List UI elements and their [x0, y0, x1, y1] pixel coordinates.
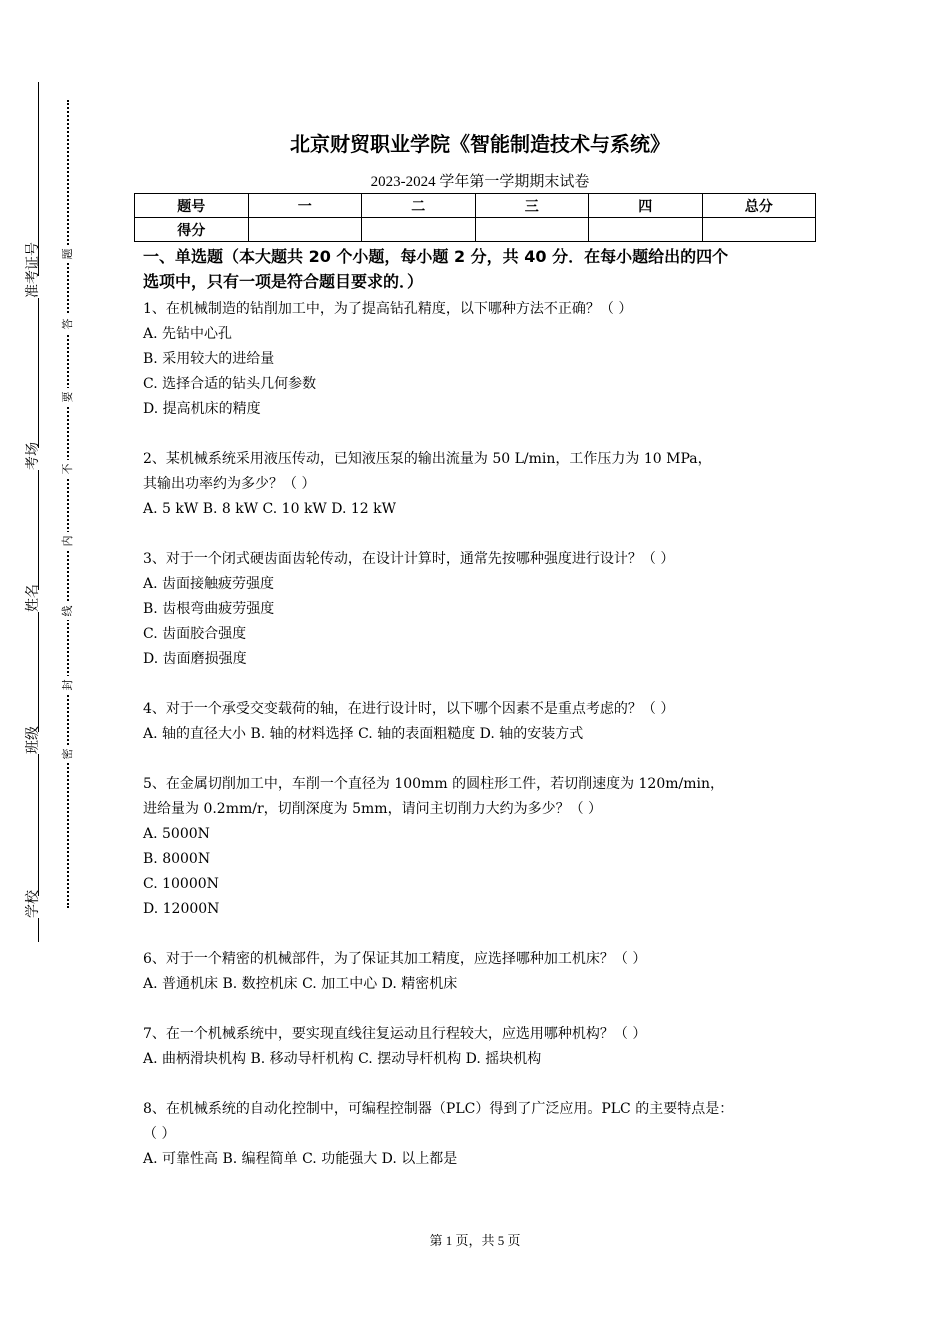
seal-char: 题 — [59, 245, 77, 263]
question-stem: 8、在机械系统的自动化控制中，可编程控制器（PLC）得到了广泛应用。PLC 的主要特点是： — [143, 1101, 734, 1117]
question-stem: 其输出功率约为多少？（ ） — [143, 476, 316, 492]
page-footer: 第 1 页，共 5 页 — [429, 1233, 521, 1248]
seal-char: 密 — [59, 745, 77, 763]
section-heading-line: 一、单选题（本大题共 20 个小题，每小题 2 分，共 40 分．在每小题给出的四个 — [143, 247, 729, 266]
question-option: B. 8000N — [143, 851, 211, 867]
question-4 — [143, 697, 823, 747]
question-options: A. 轴的直径大小 B. 轴的材料选择 C. 轴的表面粗糙度 D. 轴的安装方式 — [143, 726, 584, 742]
seal-char: 线 — [59, 602, 77, 620]
score-table-score-row — [135, 218, 816, 242]
seal-char: 封 — [59, 676, 77, 694]
seal-char: 要 — [59, 388, 77, 406]
field-label-name: 姓名 — [22, 590, 44, 612]
exam-subtitle: 2023-2024 学年第一学期期末试卷 — [370, 174, 590, 190]
question-8 — [143, 1097, 823, 1172]
question-stem: 2、某机械系统采用液压传动，已知液压泵的输出流量为 50 L/min，工作压力为 10 MPa， — [143, 451, 712, 467]
question-stem: 1、在机械制造的钻削加工中，为了提高钻孔精度，以下哪种方法不正确？（ ） — [143, 301, 633, 317]
question-stem: 4、对于一个承受交变载荷的轴，在进行设计时，以下哪个因素不是重点考虑的？（ ） — [143, 701, 675, 717]
score-table — [134, 193, 816, 242]
seal-char: 答 — [59, 315, 77, 333]
score-input-cell[interactable] — [362, 218, 476, 242]
score-table-header-row — [135, 194, 816, 218]
exam-content — [143, 244, 823, 1197]
question-stem: （ ） — [143, 1126, 176, 1142]
question-7 — [143, 1022, 823, 1072]
question-option: A. 齿面接触疲劳强度 — [143, 576, 275, 592]
binding-margin — [0, 0, 110, 1344]
score-header-cell: 总分 — [702, 194, 816, 218]
score-header-cell: 一 — [248, 194, 362, 218]
binding-solid-line — [38, 82, 39, 942]
question-option: B. 采用较大的进给量 — [143, 351, 275, 367]
question-stem: 5、在金属切削加工中，车削一个直径为 100mm 的圆柱形工件，若切削速度为 120m/min， — [143, 776, 725, 792]
question-6 — [143, 947, 823, 997]
binding-dotted-line — [67, 100, 69, 908]
score-header-cell: 四 — [589, 194, 703, 218]
question-stem: 6、对于一个精密的机械部件，为了保证其加工精度，应选择哪种加工机床？（ ） — [143, 951, 647, 967]
question-option: D. 齿面磨损强度 — [143, 651, 247, 667]
score-input-cell[interactable] — [248, 218, 362, 242]
question-option: A. 先钻中心孔 — [143, 326, 233, 342]
question-options: A. 5 kW B. 8 kW C. 10 kW D. 12 kW — [143, 501, 397, 517]
score-header-cell: 二 — [362, 194, 476, 218]
question-5 — [143, 772, 823, 922]
score-input-cell[interactable] — [475, 218, 589, 242]
exam-title: 北京财贸职业学院《智能制造技术与系统》 — [290, 132, 670, 156]
question-option: B. 齿根弯曲疲劳强度 — [143, 601, 275, 617]
seal-char: 不 — [59, 460, 77, 478]
score-header-cell: 题号 — [135, 194, 249, 218]
question-option: D. 12000N — [143, 901, 220, 917]
question-options: A. 曲柄滑块机构 B. 移动导杆机构 C. 摆动导杆机构 D. 摇块机构 — [143, 1051, 542, 1067]
question-1 — [143, 297, 823, 422]
field-label-exam-room: 考场 — [22, 448, 44, 470]
seal-char: 内 — [59, 532, 77, 550]
question-stem: 进给量为 0.2mm/r，切削深度为 5mm，请问主切削力大约为多少？（ ） — [143, 801, 603, 817]
question-options: A. 可靠性高 B. 编程简单 C. 功能强大 D. 以上都是 — [143, 1151, 458, 1167]
score-input-cell[interactable] — [702, 218, 816, 242]
question-3 — [143, 547, 823, 672]
field-label-exam-id: 准考证号 — [22, 276, 44, 298]
field-label-class: 班级 — [22, 732, 44, 754]
question-stem: 3、对于一个闭式硬齿面齿轮传动，在设计计算时，通常先按哪种强度进行设计？（ ） — [143, 551, 675, 567]
question-2 — [143, 447, 823, 522]
section-heading-line: 选项中，只有一项是符合题目要求的．） — [143, 272, 424, 291]
question-options: A. 普通机床 B. 数控机床 C. 加工中心 D. 精密机床 — [143, 976, 458, 992]
question-option: C. 选择合适的钻头几何参数 — [143, 376, 317, 392]
question-stem: 7、在一个机械系统中，要实现直线往复运动且行程较大，应选用哪种机构？（ ） — [143, 1026, 647, 1042]
score-row-label: 得分 — [135, 218, 249, 242]
question-option: D. 提高机床的精度 — [143, 401, 261, 417]
section-heading — [143, 244, 823, 294]
question-option: A. 5000N — [143, 826, 210, 842]
score-input-cell[interactable] — [589, 218, 703, 242]
field-label-school: 学校 — [22, 896, 44, 918]
question-option: C. 齿面胶合强度 — [143, 626, 247, 642]
question-option: C. 10000N — [143, 876, 219, 892]
score-header-cell: 三 — [475, 194, 589, 218]
